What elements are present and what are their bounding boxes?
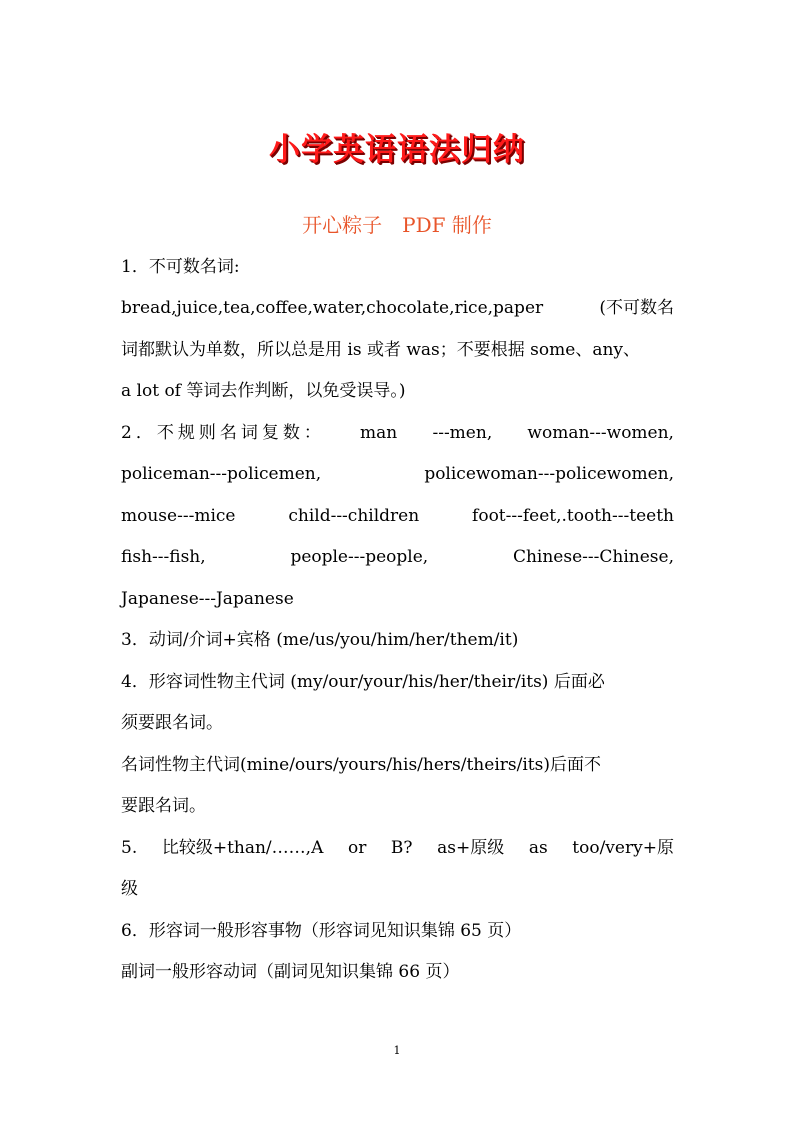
text-segment: man [360, 423, 398, 443]
text-segment: woman---women, [527, 423, 674, 443]
text-segment: people---people, [290, 547, 429, 567]
document-title: 小学英语语法归纳 [269, 132, 525, 168]
text-segment: as+原级 [437, 838, 505, 858]
text-segment: 2．不规则名词复数： [121, 423, 325, 443]
text-segment: foot---feet,.tooth---teeth [472, 506, 674, 526]
text-line [121, 503, 674, 529]
text-segment: policeman---policemen, [121, 464, 322, 484]
text-line: a lot of 等词去作判断，以免受误导。) [121, 381, 406, 401]
text-segment: bread,juice,tea,coffee,water,chocolate,rice,paper [121, 298, 544, 318]
text-line: 级 [121, 879, 138, 899]
text-line: 1．不可数名词: [121, 257, 240, 277]
text-segment: or [347, 838, 367, 858]
text-line: 6．形容词一般形容事物（形容词见知识集锦 65 页） [121, 921, 522, 941]
text-line: Japanese---Japanese [121, 589, 294, 609]
text-segment: B? [390, 838, 413, 858]
document-subtitle: 开心粽子 PDF 制作 [302, 213, 492, 237]
text-line [121, 420, 674, 446]
text-segment: mouse---mice [121, 506, 236, 526]
text-line [121, 461, 674, 487]
text-segment: policewoman---policewomen, [424, 464, 674, 484]
text-segment: Chinese---Chinese, [512, 547, 674, 567]
text-line: 词都默认为单数，所以总是用 is 或者 was；不要根据 some、any、 [121, 340, 641, 360]
text-line [121, 835, 674, 861]
text-segment: 5. [121, 838, 138, 858]
text-segment: ---men, [432, 423, 493, 443]
text-segment: child---children [288, 506, 420, 526]
text-segment: fish---fish, [121, 547, 206, 567]
text-line: 副词一般形容动词（副词见知识集锦 66 页） [121, 962, 460, 982]
text-segment: 比较级+than/……,A [161, 838, 324, 858]
text-line: 3．动词/介词+宾格 (me/us/you/him/her/them/it) [121, 630, 519, 650]
text-line [121, 544, 674, 570]
page-number: 1 [393, 1044, 401, 1057]
text-line: 名词性物主代词(mine/ours/yours/his/hers/theirs/its)后面不 [121, 755, 601, 775]
text-segment: as [528, 838, 548, 858]
text-line: 4．形容词性物主代词 (my/our/your/his/her/their/its) 后面必 [121, 672, 605, 692]
text-segment: (不可数名 [599, 298, 674, 318]
text-line: 要跟名词。 [121, 796, 206, 816]
text-line: 须要跟名词。 [121, 713, 223, 733]
text-line [121, 295, 674, 321]
text-segment: too/very+原 [572, 838, 674, 858]
